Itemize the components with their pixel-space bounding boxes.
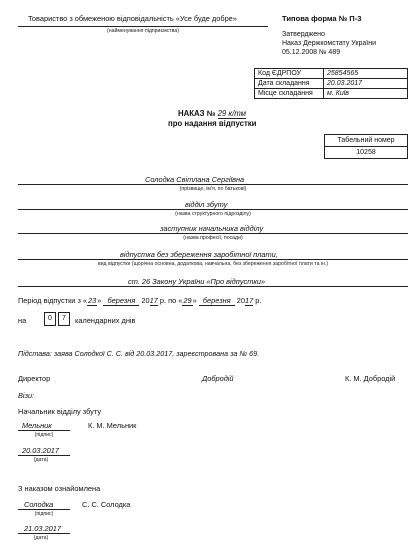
visa-signature-caption: (підпис) bbox=[34, 432, 54, 438]
ack-signature-line bbox=[18, 509, 70, 510]
code-label: Дата складання bbox=[255, 79, 324, 89]
period-on-label: на bbox=[18, 316, 27, 325]
code-value: м. Київ bbox=[324, 89, 408, 99]
visa-name: К. М. Мельник bbox=[88, 421, 137, 430]
department-caption: (назва структурного підрозділу) bbox=[175, 211, 251, 217]
basis-text: Підстава: заява Солодкої С. С. від 20.03.2017, зареєстрована за № 69. bbox=[18, 349, 260, 358]
visa-date-caption: (дата) bbox=[33, 457, 49, 463]
codes-row bbox=[255, 89, 408, 99]
period-from-year: 17 bbox=[149, 296, 158, 305]
visa-signature: Мельник bbox=[22, 421, 52, 430]
period-from-month: березня bbox=[103, 296, 139, 306]
order-prefix: НАКАЗ № bbox=[178, 109, 216, 118]
codes-table bbox=[254, 68, 408, 99]
director-signature: Добродій bbox=[202, 374, 234, 383]
tabel-label: Табельний номер bbox=[325, 135, 408, 147]
period-to-month: березня bbox=[199, 296, 235, 306]
period-to-year: 17 bbox=[244, 296, 254, 305]
period-to-year-prefix: 20 bbox=[236, 296, 245, 305]
ack-date: 21.03.2017 bbox=[24, 524, 61, 533]
tabel-table bbox=[324, 134, 408, 159]
period-label: Період відпустки з « bbox=[18, 296, 88, 305]
period-quote-close-2: » bbox=[192, 296, 197, 305]
ack-signature: Солодка bbox=[24, 500, 54, 509]
code-label: Код ЄДРПОУ bbox=[255, 69, 324, 79]
form-title: Типова форма № П-3 bbox=[282, 14, 362, 23]
visa-signature-line bbox=[18, 430, 70, 431]
employee-department: відділ збуту bbox=[185, 200, 228, 209]
code-value: 25854565 bbox=[324, 69, 408, 79]
name-underline bbox=[18, 184, 408, 185]
ack-label: З наказом ознайомлена bbox=[18, 484, 101, 493]
ack-name: С. С. Солодка bbox=[82, 500, 131, 509]
employee-position: заступник начальника відділу bbox=[160, 224, 264, 233]
codes-row bbox=[255, 79, 408, 89]
code-value: 20.03.2017 bbox=[324, 79, 408, 89]
order-subtitle: про надання відпустки bbox=[168, 119, 257, 128]
days-label: календарних днів bbox=[75, 316, 136, 325]
ack-date-line bbox=[18, 533, 70, 534]
period-to-label: р. по « bbox=[159, 296, 183, 305]
form-date: 05.12.2008 № 489 bbox=[282, 49, 341, 56]
org-caption: (найменування підприємства) bbox=[107, 28, 179, 34]
tabel-value: 10258 bbox=[325, 147, 408, 159]
period-quote-close: » bbox=[97, 296, 102, 305]
org-underline bbox=[18, 26, 268, 27]
name-caption: (прізвище, ім'я, по батькові) bbox=[179, 186, 247, 192]
ack-signature-caption: (підпис) bbox=[34, 511, 54, 517]
director-title: Директор bbox=[18, 374, 51, 383]
department-underline bbox=[18, 209, 408, 210]
vacation-underline bbox=[18, 259, 408, 260]
days-digit-2: 7 bbox=[58, 312, 70, 326]
period-from-day: 23 bbox=[88, 296, 97, 305]
vacation-period bbox=[18, 296, 261, 305]
order-title bbox=[178, 109, 246, 118]
organization-name: Товариство з обмеженою відповідальність «Усе буде добре» bbox=[28, 14, 237, 23]
period-to-day: 29 bbox=[183, 296, 192, 305]
director-name: К. М. Добродій bbox=[345, 374, 396, 383]
position-underline bbox=[18, 233, 408, 234]
legal-basis: ст. 26 Закону України «Про відпустки» bbox=[128, 277, 266, 286]
employee-name: Солодка Світлана Сергіївна bbox=[145, 175, 245, 184]
legal-underline bbox=[18, 286, 408, 287]
days-digit-1: 0 bbox=[44, 312, 56, 326]
visa-date-line bbox=[18, 455, 70, 456]
visa-role: Начальник відділу збуту bbox=[18, 407, 102, 416]
code-label: Місце складання bbox=[255, 89, 324, 99]
order-number: 29 к/тм bbox=[217, 109, 247, 118]
visa-date: 20.03.2017 bbox=[22, 446, 59, 455]
position-caption: (назва професії, посади) bbox=[183, 235, 243, 241]
vacation-type: відпустка без збереження заробітної плати, bbox=[120, 250, 278, 259]
codes-row bbox=[255, 69, 408, 79]
period-from-year-prefix: 20 bbox=[141, 296, 150, 305]
ack-date-caption: (дата) bbox=[33, 535, 49, 541]
period-year-suffix: р. bbox=[255, 296, 262, 305]
vacation-caption: вид відпустки (щорічна основна, додаткова, навчальна, без збереження заробітної плати та ін.) bbox=[97, 261, 329, 267]
form-approved: Затверджено bbox=[282, 31, 325, 38]
form-order: Наказ Держкомстату України bbox=[282, 40, 376, 47]
visa-label: Візи: bbox=[18, 391, 35, 400]
